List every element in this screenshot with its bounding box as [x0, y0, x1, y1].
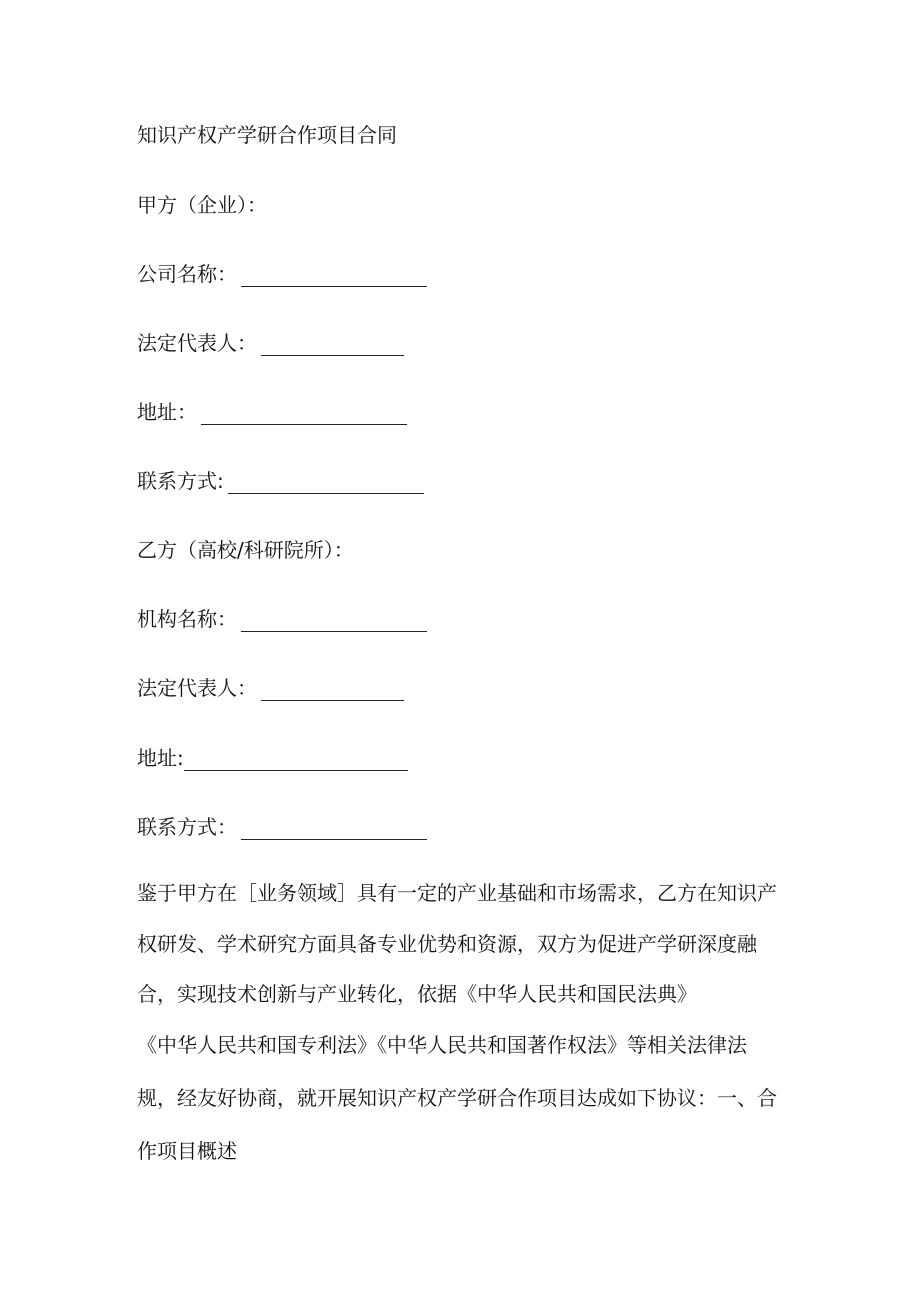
- party-b-legal-rep-field: 法定代表人：: [137, 675, 404, 701]
- contact-blank[interactable]: [228, 475, 424, 494]
- party-b-heading: 乙方（高校/科研院所）：: [137, 538, 354, 562]
- preamble-line: 合，实现技术创新与产业转化，依据《中华人民共和国民法典》: [137, 982, 697, 1006]
- party-b-address-field: 地址:: [137, 745, 408, 771]
- party-a-contact-field: 联系方式:: [137, 468, 424, 494]
- company-name-blank[interactable]: [241, 268, 427, 287]
- address-blank[interactable]: [201, 406, 407, 425]
- party-a-address-field: 地址：: [137, 399, 407, 425]
- preamble-line: 规，经友好协商，就开展知识产权产学研合作项目达成如下协议：一、合: [137, 1086, 777, 1110]
- preamble-line: 鉴于甲方在［业务领域］具有一定的产业基础和市场需求，乙方在知识产: [137, 881, 777, 905]
- document-title: 知识产权产学研合作项目合同: [137, 123, 397, 147]
- preamble-paragraph: [137, 880, 787, 1170]
- contact-blank[interactable]: [241, 821, 427, 840]
- address-blank[interactable]: [184, 752, 408, 771]
- preamble-line: 作项目概述: [137, 1139, 237, 1163]
- preamble-line: 《中华人民共和国专利法》《中华人民共和国著作权法》等相关法律法: [137, 1033, 747, 1057]
- party-a-heading: 甲方（企业）：: [137, 193, 267, 217]
- party-a-company-name-field: 公司名称：: [137, 261, 427, 287]
- party-b-org-name-field: 机构名称：: [137, 606, 427, 632]
- org-name-blank[interactable]: [241, 613, 427, 632]
- preamble-line: 权研发、学术研究方面具备专业优势和资源，双方为促进产学研深度融: [137, 932, 757, 956]
- legal-rep-blank[interactable]: [261, 682, 404, 701]
- legal-rep-blank[interactable]: [261, 337, 404, 356]
- party-a-legal-rep-field: 法定代表人：: [137, 330, 404, 356]
- party-b-contact-field: 联系方式：: [137, 814, 427, 840]
